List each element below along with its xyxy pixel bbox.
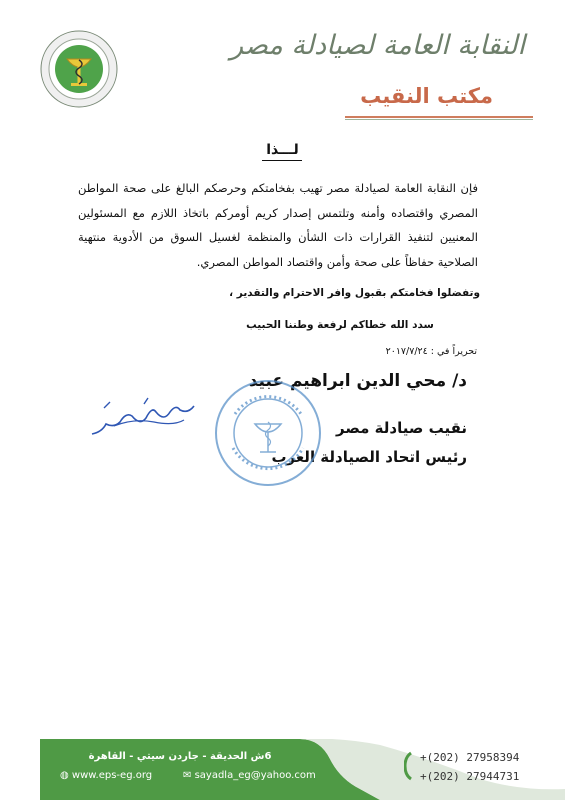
- signatory-title-2: رئيس اتحاد الصيادلة العرب: [271, 448, 467, 466]
- closing-line: وتفضلوا فخامتكم بقبول وافر الاحترام والتقدير ،: [229, 287, 480, 299]
- header-divider-secondary: [345, 119, 533, 120]
- footer-website[interactable]: ◍ www.eps-eg.org: [60, 770, 153, 781]
- header-divider: [345, 116, 533, 118]
- footer-phone-1: +(202) 27958394: [420, 751, 520, 764]
- footer-email[interactable]: ✉ sayadla_eg@yahoo.com: [183, 770, 316, 781]
- official-stamp: [213, 378, 323, 488]
- office-title: مكتب النقيب: [360, 84, 493, 108]
- letter-title: لـــذا: [266, 142, 299, 158]
- phone-icon: [404, 751, 414, 781]
- organization-name: النقابة العامة لصيادلة مصر: [230, 30, 525, 61]
- prayer-line: سدد الله خطاكم لرفعة وطننا الحبيب: [246, 319, 434, 331]
- globe-icon: ◍: [60, 770, 69, 781]
- letter-paragraph: فإن النقابة العامة لصيادلة مصر تهيب بفخامتكم وحرصكم البالغ على صحة المواطن المصري واقتصاده وأمنه وتلتمس إصدار كريم أومركم باتخاذ اللازم مع المسئولين المعنيين لتنفيذ القرارات ذات الشأن والمنظمة لغسيل السوق من الأدوية منتهية الصلاحية حفاظاً على صحة وأمن واقتصاد المواطن المصري.: [78, 181, 478, 269]
- letter-date: تحريراً في : ٢٠١٧/٧/٢٤: [385, 346, 477, 357]
- email-icon: ✉: [183, 770, 192, 781]
- syndicate-logo: [40, 30, 118, 108]
- title-underline: [262, 160, 302, 161]
- signatory-title-1: نقيب صيادلة مصر: [336, 419, 467, 437]
- footer-phone-2: +(202) 27944731: [420, 770, 520, 783]
- signatory-name: د/ محي الدين ابراهيم عبيد: [248, 371, 467, 391]
- handwritten-signature: [84, 396, 204, 436]
- footer-address: 6ش الحديقة - جاردن سيتي - القاهرة: [88, 751, 272, 762]
